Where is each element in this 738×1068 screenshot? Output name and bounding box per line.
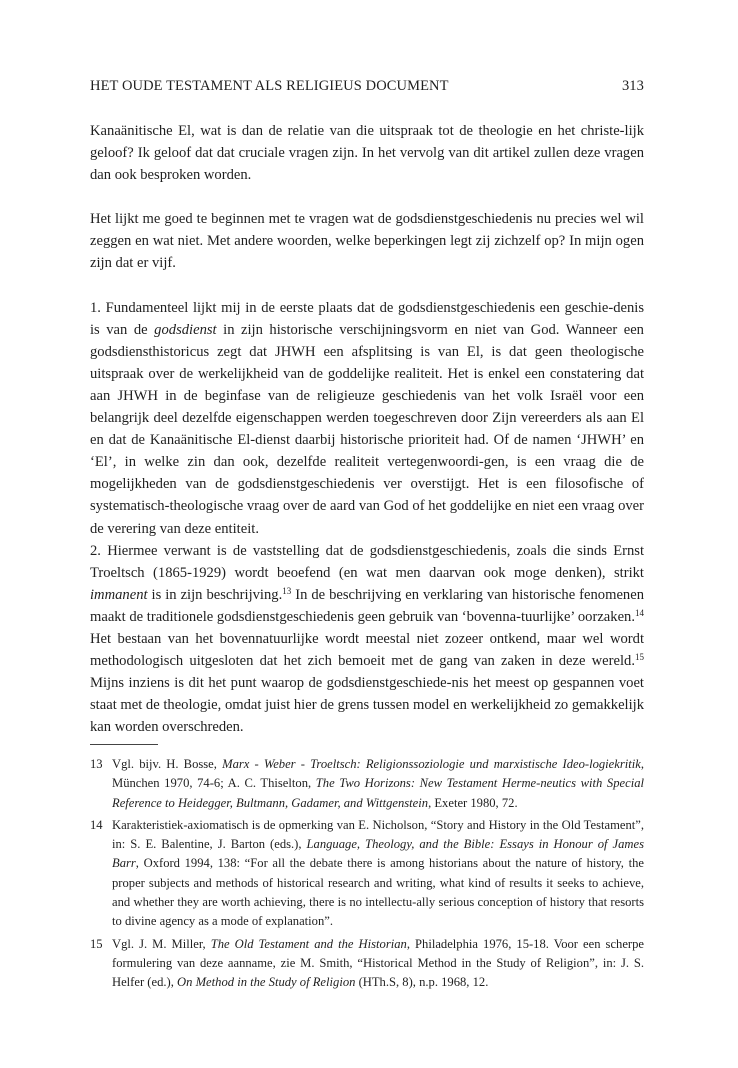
footnote <box>90 755 644 813</box>
footnote-text <box>112 755 644 813</box>
footnote-separator <box>90 744 158 745</box>
footnote <box>90 935 644 993</box>
running-head <box>90 78 644 95</box>
emphasis: On Method in the Study of Religion <box>177 975 356 990</box>
footnote-number: 14 <box>90 817 103 832</box>
text-run: , Philadelphia 1976, 15-18. Voor een scherpe formulering van deze aanname, zie M. Smith, “Historical Method in the Study of Religion”, in: J. S. Helfer (ed.), <box>112 936 644 990</box>
emphasis: godsdienst <box>154 321 217 338</box>
body-text <box>90 120 644 738</box>
emphasis: The Two Horizons: New Testament Herme-neutics with Special Reference to Heidegger, Bultmann, Gadamer, and Wittgenstein <box>112 776 645 810</box>
emphasis: immanent <box>90 586 148 603</box>
emphasis: Language, Theology, and the Bible: Essays in Honour of James Barr <box>112 837 644 871</box>
text-run: Vgl. bijv. H. Bosse, <box>112 757 223 771</box>
footnote-ref[interactable]: 15 <box>635 652 644 663</box>
paragraph-point-2 <box>90 540 644 739</box>
emphasis: Marx - Weber - Troeltsch: Religionssoziologie und marxistische Ideo-logiekritik <box>222 757 641 771</box>
text-run: , Oxford 1994, 138: “For all the debate there is among historians about the nature of history, the proper subjects and methods of historical research and writing, what kind of results it seeks to achieve, and whether they are worth achieving, there is no intellectu-ally serious conception of history that resorts to divine agency as a mode of explanation”. <box>112 856 644 929</box>
footnote-ref[interactable]: 14 <box>635 607 644 618</box>
paragraph-point-1 <box>90 297 644 540</box>
text-run: In de beschrijving en verklaring van historische fenomenen maakt de traditionele godsdienstgeschiedenis geen gebruik van ‘bovenna-tuurlijke’ oorzaken. <box>90 586 644 625</box>
footnote-number: 15 <box>90 936 103 951</box>
text-run: , München 1970, 74-6; A. C. Thiselton, <box>112 757 644 791</box>
footnote-text <box>112 816 644 932</box>
paragraph: Het lijkt me goed te beginnen met te vragen wat de godsdienstgeschiedenis nu precies wel wil zeggen en wat niet. Met andere woorden, welke beperkingen legt zij zichzelf op? In mijn ogen zijn dat er vijf. <box>90 211 644 272</box>
text-run: Het bestaan van het bovennatuurlijke wordt meestal niet zozeer ontkend, maar wel wordt methodologisch uitgesloten dat het zich bemoeit met de gang van zaken in deze wereld. <box>90 630 644 670</box>
paragraph: Kanaänitische El, wat is dan de relatie van die uitspraak tot de theologie en het christe-lijk geloof? Ik geloof dat dat cruciale vragen zijn. In het vervolg van dit artikel zullen deze vragen dan ook besproken worden. <box>90 123 644 184</box>
footnote-ref[interactable]: 13 <box>282 585 292 596</box>
footnote <box>90 816 644 932</box>
text-run: , Exeter 1980, 72. <box>428 795 518 810</box>
emphasis: The Old Testament and the Historian <box>210 936 407 951</box>
footnote-number: 13 <box>90 757 103 771</box>
footnotes <box>90 755 644 996</box>
text-run: Mijns inziens is dit het punt waarop de godsdienstgeschiede-nis het meest op gespannen voet staat met de theologie, omdat juist hier de grens tussen model en werkelijkheid zo gemakkelijk kan worden overschreden. <box>90 675 645 736</box>
text-run: (HTh.S, 8), n.p. 1968, 12. <box>355 975 489 990</box>
text-run: 1. Fundamenteel lijkt mij in de eerste plaats dat de godsdienstgeschiedenis een geschie-denis is van de <box>90 299 644 338</box>
text-run: Vgl. J. M. Miller, <box>112 936 211 951</box>
text-run: Karakteristiek-axiomatisch is de opmerking van E. Nicholson, “Story and History in the Old Testament”, in: S. E. Balentine, J. Barton (eds.), <box>112 817 644 852</box>
text-run: 2. Hiermee verwant is de vaststelling dat de godsdienstgeschiedenis, zoals die sinds Ernst Troeltsch (1865-1929) wordt beoefend (en wat men daarvan ook moge denken), strikt <box>90 542 644 581</box>
page-number: 313 <box>621 78 644 94</box>
text-run: is in zijn beschrijving. <box>147 586 283 603</box>
running-title: HET OUDE TESTAMENT ALS RELIGIEUS DOCUMENT <box>90 78 449 94</box>
text-run: in zijn historische verschijningsvorm en niet van God. Wanneer een godsdiensthistoricus zegt dat JHWH een afsplitsing is van El, is dat geen theologische uitspraak over de werkelijkheid van de goddelijke realiteit. Het is enkel een constatering dat aan JHWH in de beginfase van de religieuze geschiedenis van het volk Israël voor een belangrijk deel dezelfde eigenschappen werden toegeschreven door Zijn vereerders als aan El en dat de Kanaänitische El-dienst daarbij historische prioriteit had. Of de namen ‘JHWH’ en ‘El’, in welke zin dan ook, dezelfde realiteit vertegenwoordi-gen, is een vraag die de mogelijkheden van de godsdienstgeschiedenis ver overstijgt. Het is een filosofische of systematisch-theologische vraag over de aard van God of het goddelijke en niet een vraag over de verering van deze entiteit. <box>90 321 644 537</box>
footnote-text <box>112 935 644 993</box>
